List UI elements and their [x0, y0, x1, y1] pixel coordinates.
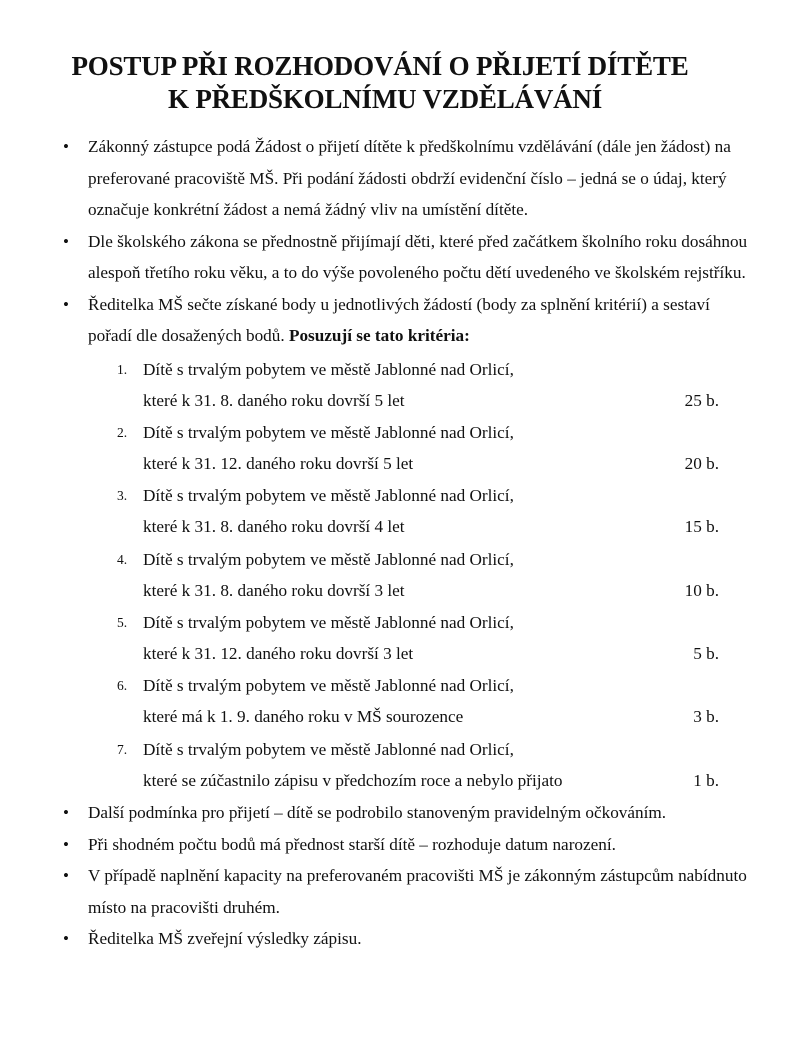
- bullet-text: • Dle školského zákona se přednostně přijímají děti, které před začátkem školního roku dosáhnou alespoň třetího roku věku, a to do výše povoleného počtu dětí uvedeného ve školském rejstříku.: [88, 231, 748, 282]
- closing-bullets: [63, 797, 753, 955]
- criteria-list: [63, 354, 753, 796]
- criterion-line-2: které k 31. 8. daného roku dovrší 4 let: [143, 517, 405, 537]
- criterion-row-2: [143, 765, 719, 796]
- criterion-points: 25 b.: [684, 390, 719, 410]
- criterion-number: 3.: [117, 488, 128, 504]
- bullet-item: [63, 829, 753, 861]
- criterion-points: 10 b.: [684, 580, 719, 600]
- bullet-item: [63, 797, 753, 829]
- criterion-line-1: Dítě s trvalým pobytem ve městě Jablonné nad Orlicí,: [143, 359, 514, 379]
- criteria-intro-text: Ředitelka MŠ sečte získané body u jednotlivých žádostí (body za splnění kritérií) a sestaví pořadí dle dosažených bodů.: [88, 294, 710, 345]
- criterion-line-2: které má k 1. 9. daného roku v MŠ sourozence: [143, 707, 464, 727]
- criterion-number: 1.: [117, 361, 128, 377]
- criterion-points: 5 b.: [693, 644, 719, 664]
- criterion-number: 4.: [117, 551, 128, 567]
- bullet-text: • Při shodném počtu bodů má přednost starší dítě – rozhoduje datum narození.: [88, 834, 616, 854]
- criterion-number: 7.: [117, 741, 128, 757]
- bullet-text: • V případě naplnění kapacity na preferovaném pracovišti MŠ je zákonným zástupcům nabídnuto místo na pracovišti druhém.: [88, 866, 747, 917]
- criterion-number: 2.: [117, 424, 128, 440]
- bullet-item: [63, 860, 753, 923]
- criterion-item: [63, 544, 719, 606]
- criterion-points: 15 b.: [684, 517, 719, 537]
- criterion-item: [63, 607, 719, 669]
- criteria-intro-bold: Posuzují se tato kritéria:: [288, 326, 470, 345]
- bullet-text: • Zákonný zástupce podá Žádost o přijetí dítěte k předškolnímu vzdělávání (dále jen žádost) na preferované pracoviště MŠ. Při podání žádosti obdrží evidenční číslo – jedná se o údaj, který označuje konkrétní žádost a nemá žádný vliv na umístění dítěte.: [88, 137, 731, 219]
- criterion-line-1: Dítě s trvalým pobytem ve městě Jablonné nad Orlicí,: [143, 486, 514, 506]
- criteria-intro: [88, 289, 753, 352]
- criterion-item: [63, 480, 719, 542]
- criterion-item: [63, 417, 719, 479]
- document-body: [63, 131, 753, 955]
- criterion-points: 20 b.: [684, 453, 719, 473]
- criterion-row-2: [143, 575, 719, 606]
- criterion-line-1: Dítě s trvalým pobytem ve městě Jablonné nad Orlicí,: [143, 422, 514, 442]
- criterion-row-2: [143, 701, 719, 732]
- criterion-line-1: Dítě s trvalým pobytem ve městě Jablonné nad Orlicí,: [143, 549, 514, 569]
- criterion-number: 5.: [117, 615, 128, 631]
- criterion-line-1: Dítě s trvalým pobytem ve městě Jablonné nad Orlicí,: [143, 739, 514, 759]
- criterion-points: 1 b.: [693, 770, 719, 790]
- bullet-text: • Ředitelka MŠ zveřejní výsledky zápisu.: [88, 929, 362, 949]
- criterion-line-2: které k 31. 12. daného roku dovrší 3 let: [143, 644, 414, 664]
- criterion-line-1: Dítě s trvalým pobytem ve městě Jablonné nad Orlicí,: [143, 676, 514, 696]
- document-title: [0, 50, 760, 116]
- criterion-row-2: [143, 638, 719, 669]
- bullet-item: [63, 131, 753, 226]
- criterion-row-2: [143, 385, 719, 416]
- title-line-1: POSTUP PŘI ROZHODOVÁNÍ O PŘIJETÍ DÍTĚTE: [71, 51, 689, 81]
- criterion-row-2: [143, 448, 719, 479]
- criterion-points: 3 b.: [693, 707, 719, 727]
- bullet-text: • Další podmínka pro přijetí – dítě se podrobilo stanoveným pravidelným očkováním.: [88, 803, 667, 823]
- criterion-line-2: které k 31. 8. daného roku dovrší 5 let: [143, 390, 405, 410]
- criterion-number: 6.: [117, 678, 128, 694]
- criterion-line-2: které se zúčastnilo zápisu v předchozím roce a nebylo přijato: [143, 770, 563, 790]
- bullet-item-criteria: [63, 289, 753, 352]
- criterion-item: [63, 670, 719, 732]
- criterion-item: [63, 354, 719, 416]
- criterion-item: [63, 734, 719, 796]
- title-line-2: K PŘEDŠKOLNÍMU VZDĚLÁVÁNÍ: [167, 84, 603, 114]
- bullet-item: [63, 923, 753, 955]
- criterion-line-2: které k 31. 12. daného roku dovrší 5 let: [143, 453, 414, 473]
- criterion-line-2: které k 31. 8. daného roku dovrší 3 let: [143, 580, 405, 600]
- criterion-line-1: Dítě s trvalým pobytem ve městě Jablonné nad Orlicí,: [143, 613, 514, 633]
- criterion-row-2: [143, 511, 719, 542]
- bullet-item: [63, 226, 753, 289]
